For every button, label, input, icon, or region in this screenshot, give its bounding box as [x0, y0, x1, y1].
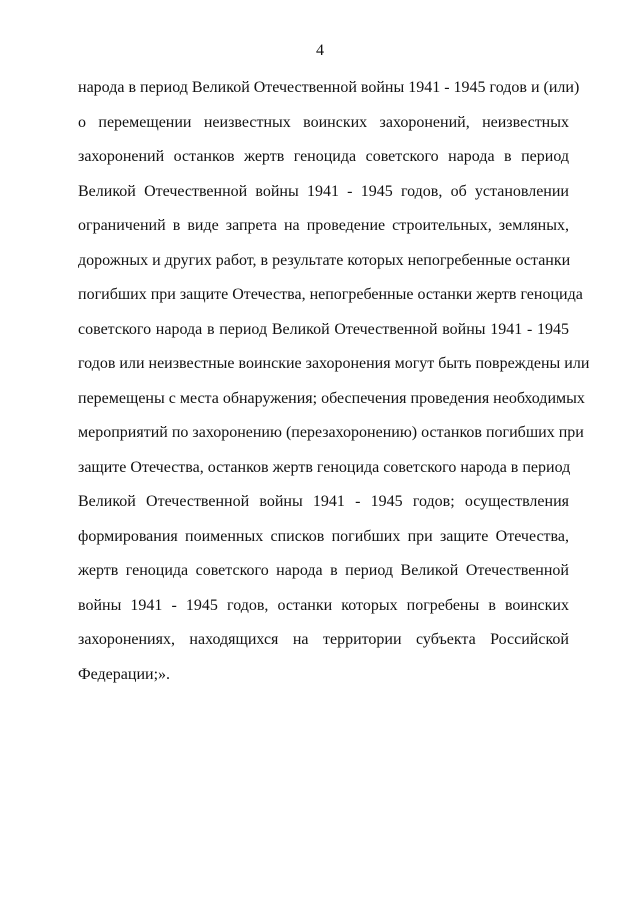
text-line: захоронениях, находящихся на территории субъекта Российской	[78, 631, 569, 648]
text-line: Великой Отечественной войны 1941 - 1945 годов, об установлении	[78, 182, 569, 200]
text-line: перемещены с места обнаружения; обеспечения проведения необходимых	[78, 389, 585, 407]
text-line: жертв геноцида советского народа в период Великой Отечественной	[78, 562, 569, 579]
text-line: захоронений останков жертв геноцида советского народа в период	[78, 148, 569, 165]
text-line: формирования поименных списков погибших при защите Отечества,	[78, 527, 569, 545]
text-line: о перемещении неизвестных воинских захоронений, неизвестных	[78, 113, 569, 131]
text-line: Федерации;».	[78, 665, 171, 683]
text-line: Великой Отечественной войны 1941 - 1945 годов; осуществления	[78, 493, 569, 510]
text-line: погибших при защите Отечества, непогребенные останки жертв геноцида	[78, 286, 583, 303]
text-line: народа в период Великой Отечественной войны 1941 - 1945 годов и (или)	[78, 79, 580, 96]
page-number: 4	[316, 42, 324, 59]
text-line: защите Отечества, останков жертв геноцида советского народа в период	[78, 458, 571, 476]
text-line: мероприятий по захоронению (перезахоронению) останков погибших при	[78, 424, 584, 441]
text-line: ограничений в виде запрета на проведение строительных, земляных,	[78, 217, 569, 234]
text-line: советского народа в период Великой Отечественной войны 1941 - 1945	[78, 320, 569, 338]
text-line: дорожных и других работ, в результате которых непогребенные останки	[78, 251, 571, 269]
text-line: войны 1941 - 1945 годов, останки которых погребены в воинских	[78, 596, 569, 614]
body-paragraph	[78, 71, 590, 692]
text-line: годов или неизвестные воинские захоронения могут быть повреждены или	[78, 355, 590, 372]
